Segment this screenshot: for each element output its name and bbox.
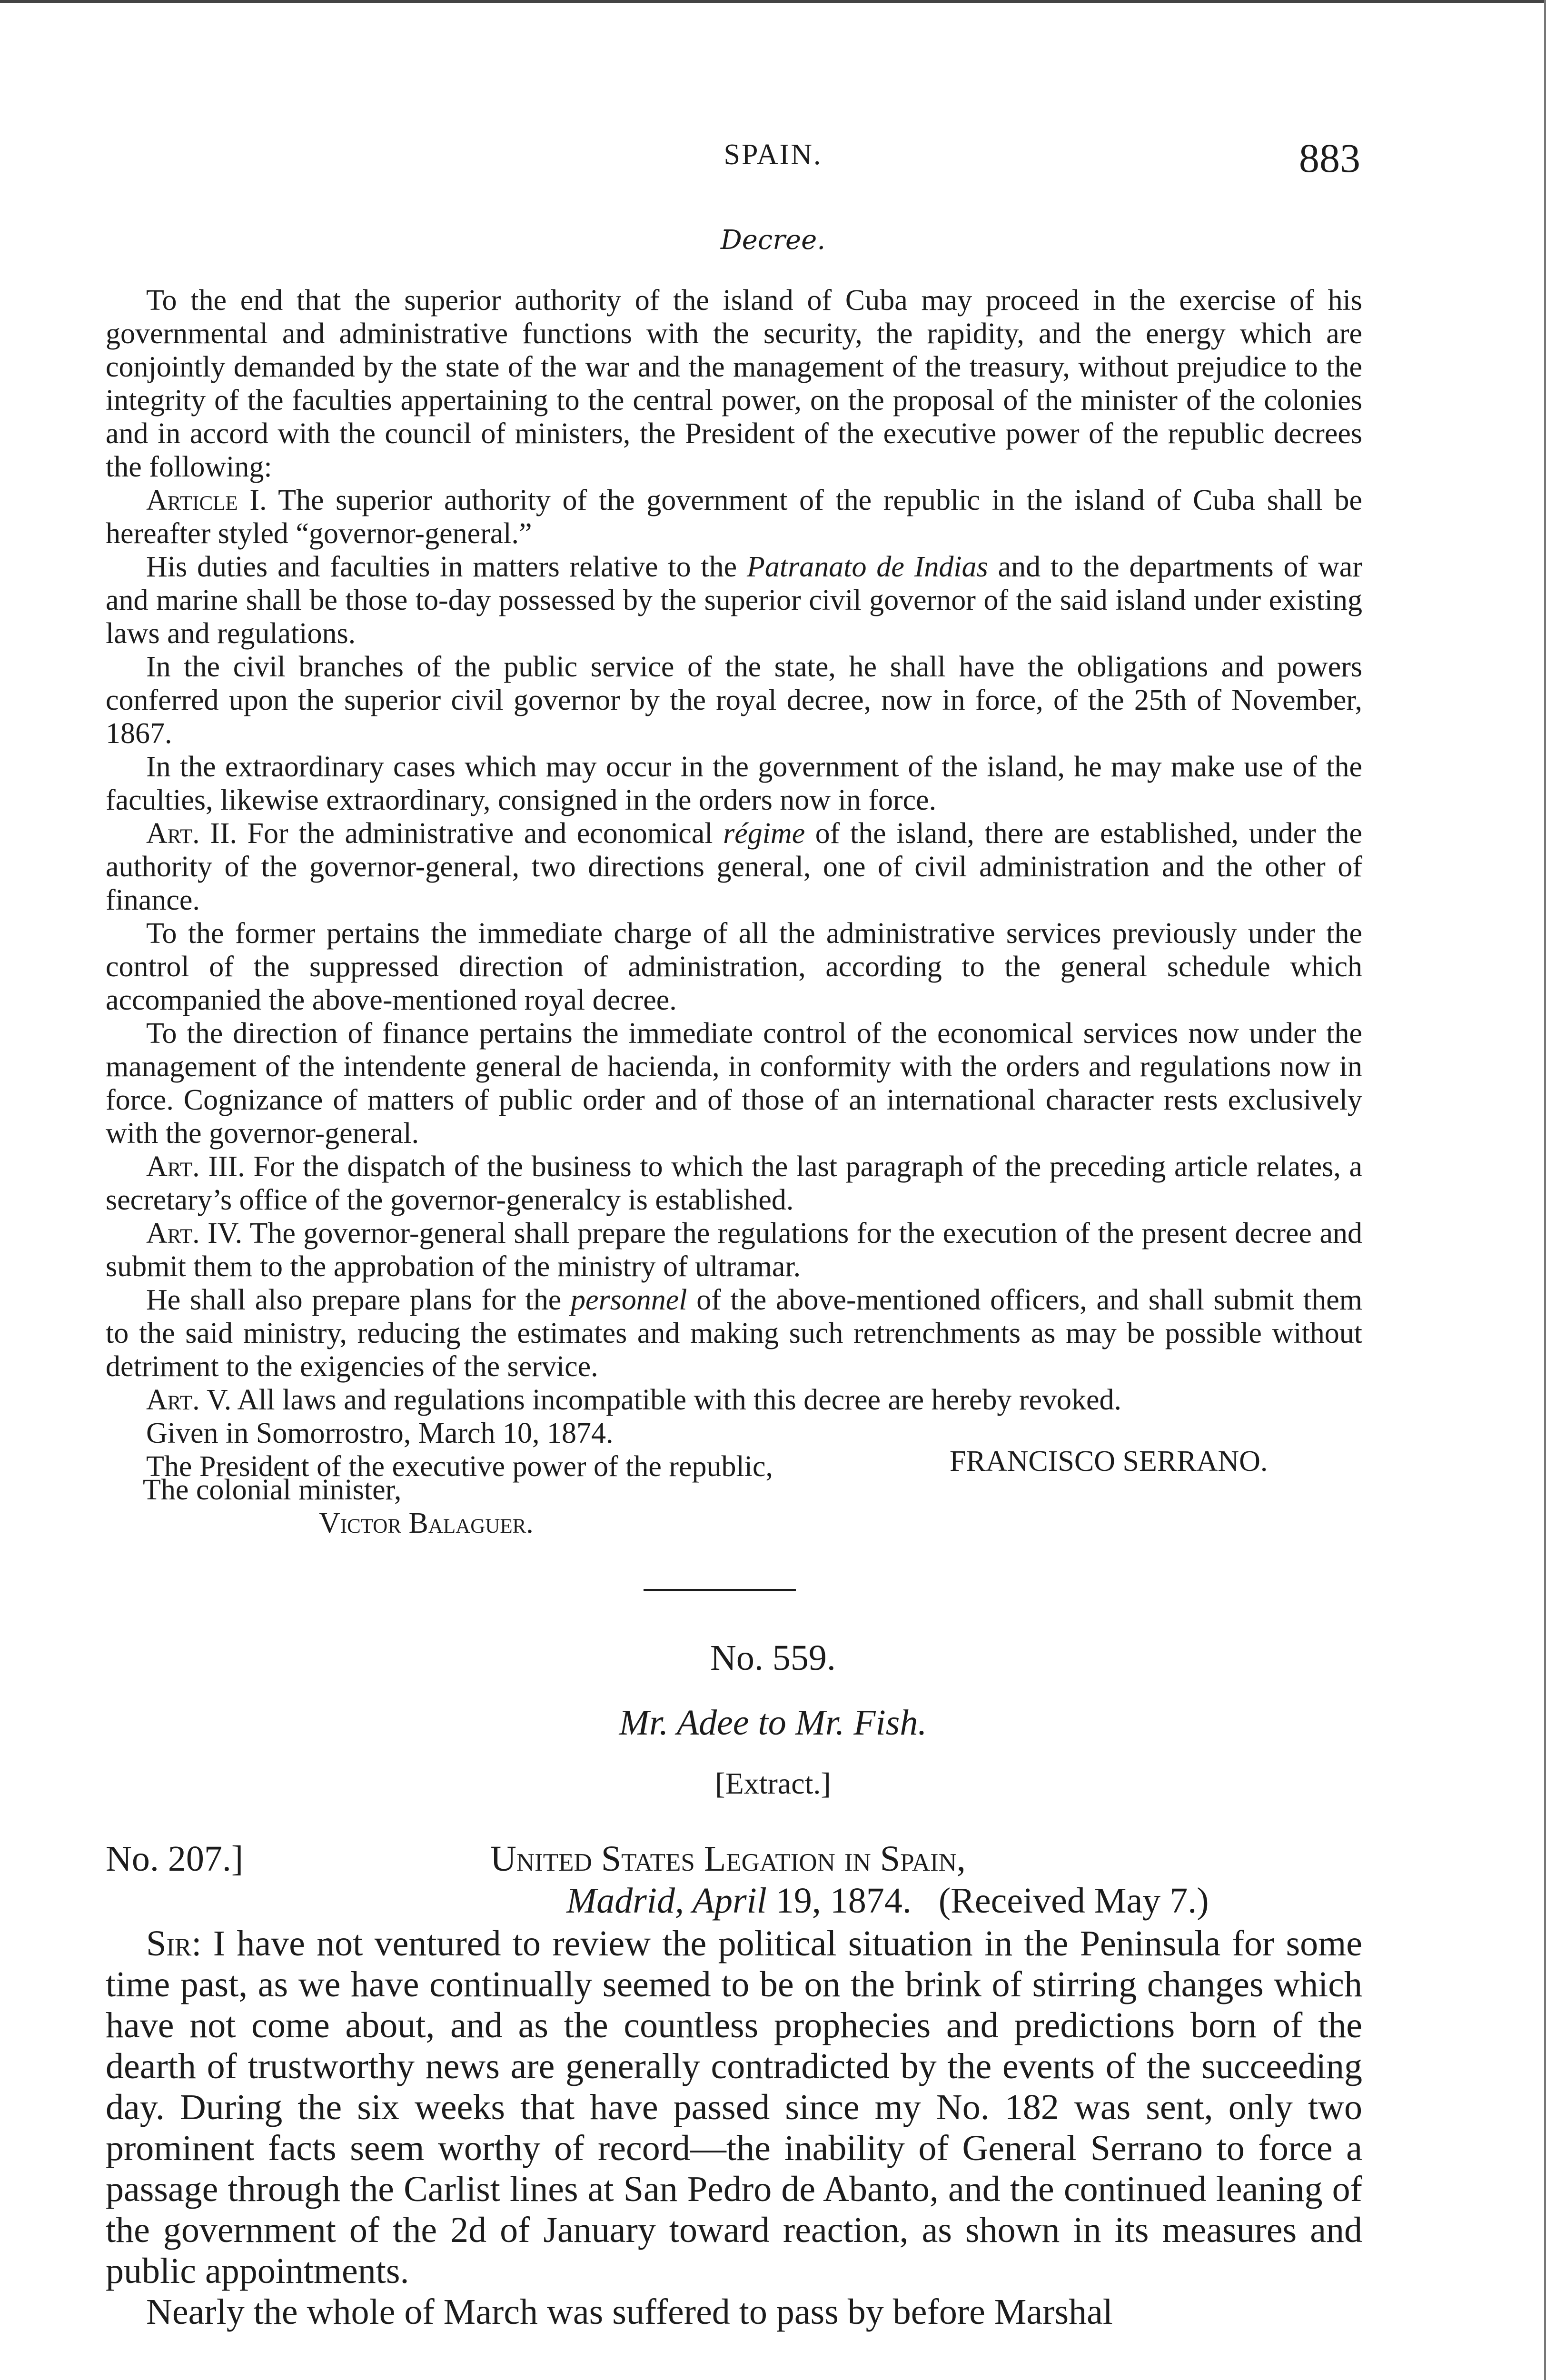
paragraph-text: of the island, there are established, under the authority of the governor-general, two directions general, one of civil administration and the other of finance.	[106, 817, 1363, 916]
paragraph-text: He shall also prepare plans for the	[146, 1284, 571, 1316]
decree-preamble: To the end that the superior authority of the island of Cuba may proceed in the exercise of his governmental and administrative functions with the security, the rapidity, and the energy which are conjointly demanded by the state of the war and the management of the treasury, without prejudice to the integrity of the faculties appertaining to the central power, on the proposal of the minister of the colonies and in accord with the council of ministers, the President of the executive power of the republic decrees the following:	[106, 284, 1362, 483]
dateline	[566, 1880, 1209, 1922]
paragraph-text: and to the departments of war and marine shall be those to-day possessed by the superior civil governor of the said island under existing laws and regulations.	[106, 551, 1362, 650]
decree-title: Decree.	[720, 225, 826, 256]
article-3-label: Art. III.	[146, 1150, 245, 1183]
article-3	[106, 1150, 1362, 1217]
paragraph-text: For the dispatch of the business to which the last paragraph of the preceding article relates, a secretary’s office of the governor-generalcy is established.	[106, 1150, 1362, 1216]
paragraph-duties	[106, 550, 1362, 650]
document-route: Mr. Adee to Mr. Fish.	[619, 1703, 927, 1743]
paragraph-plans	[106, 1283, 1362, 1383]
dispatch-paragraph-2: Nearly the whole of March was suffered to pass by before Marshal	[146, 2292, 1113, 2332]
article-5-label: Art. V.	[146, 1384, 232, 1416]
article-5	[106, 1383, 1362, 1417]
paragraph-text: I have not ventured to review the political situation in the Peninsula for some time past, as we have continually seemed to be on the brink of stirring changes which have not come about, and as the countless prophecies and predictions born of the dearth of trustworthy news are generally contradicted by the events of the succeeding day. During the six weeks that have passed since my No. 182 was sent, only two prominent facts seem worthy of record—the inability of General Serrano to force a passage through the Carlist lines at San Pedro de Abanto, and the continued leaning of the government of the 2d of January toward reaction, as shown in its measures and public appointments.	[106, 1924, 1362, 2291]
article-1-text: The superior authority of the government of the republic in the island of Cuba shall be hereafter styled “governor-general.”	[106, 484, 1363, 550]
legation-heading: United States Legation in Spain,	[490, 1839, 966, 1879]
emphasis-text: personnel	[570, 1284, 687, 1316]
salutation: Sir:	[146, 1924, 202, 1964]
extract-label: [Extract.]	[715, 1766, 831, 1800]
dispatch-number: No. 207.]	[106, 1839, 244, 1879]
decree-body	[106, 284, 1362, 1483]
dispatch-body	[106, 1923, 1362, 2332]
emphasis-text: régime	[723, 817, 805, 850]
colonial-minister-line: The colonial minister,	[143, 1474, 402, 1506]
paragraph-text: For the administrative and economical	[247, 817, 723, 850]
paragraph-text: All laws and regulations incompatible with this decree are hereby revoked.	[237, 1384, 1122, 1416]
paragraph-extraordinary: In the extraordinary cases which may occur in the government of the island, he may make use of the faculties, likewise extraordinary, consigned in the orders now in force.	[106, 751, 1362, 816]
paragraph-former: To the former pertains the immediate charge of all the administrative services previously under the control of the suppressed direction of administration, according to the general schedule which accompanied the above-mentioned royal decree.	[106, 917, 1362, 1016]
emphasis-text: Patranato de Indias	[747, 551, 988, 583]
minister-signature: Victor Balaguer.	[319, 1507, 534, 1539]
article-1-label: Article I.	[146, 484, 267, 516]
date-place: Madrid, April	[566, 1881, 767, 1921]
top-border	[0, 0, 1546, 3]
article-2-label: Art. II.	[146, 817, 237, 850]
dispatch-paragraph-1	[106, 1923, 1362, 2291]
paragraph-finance: To the direction of finance pertains the immediate control of the economical services now under the management of the intendente general de hacienda, in conformity with the orders and regulations now in force. Cognizance of matters of public order and of those of an international character rests exclusively with the governor-general.	[106, 1017, 1362, 1150]
article-2	[106, 817, 1362, 917]
paragraph-civil: In the civil branches of the public service of the state, he shall have the obligations and powers conferred upon the superior civil governor by the royal decree, now in force, of the 25th of November, 1867.	[106, 651, 1362, 750]
right-border	[1544, 0, 1546, 2380]
received-note: (Received May 7.)	[938, 1881, 1209, 1921]
document-number: No. 559.	[710, 1638, 836, 1678]
date-day: 19, 1874.	[766, 1881, 912, 1921]
article-4	[106, 1217, 1362, 1283]
running-head: SPAIN.	[723, 139, 823, 171]
page-number: 883	[1299, 135, 1360, 181]
president-line: The President of the executive power of the republic,	[146, 1450, 773, 1483]
given-line: Given in Somorrostro, March 10, 1874.	[146, 1417, 614, 1449]
article-1	[106, 484, 1362, 550]
paragraph-text: His duties and faculties in matters relative to the	[146, 551, 747, 583]
section-divider	[644, 1589, 796, 1591]
article-4-label: Art. IV.	[146, 1217, 243, 1250]
paragraph-text: The governor-general shall prepare the regulations for the execution of the present decree and submit them to the approbation of the ministry of ultramar.	[106, 1217, 1362, 1283]
paragraph-text: of the above-mentioned officers, and shall submit them to the said ministry, reducing the estimates and making such retrenchments as may be possible without detriment to the exigencies of the service.	[106, 1284, 1362, 1383]
president-signature: FRANCISCO SERRANO.	[950, 1445, 1268, 1478]
